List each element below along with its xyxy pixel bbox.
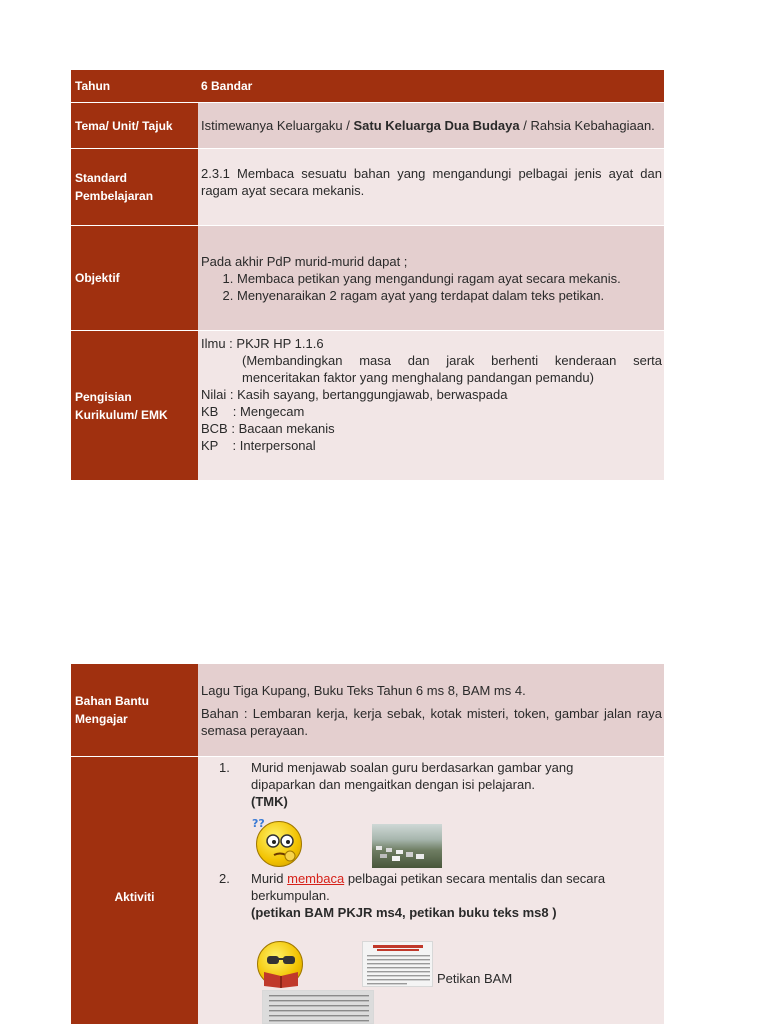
bahan-line1: Lagu Tiga Kupang, Buku Teks Tahun 6 ms 8, BAM ms 4.	[201, 682, 526, 698]
value-pengisian	[198, 331, 664, 481]
row-tahun	[71, 70, 664, 103]
row-bahan	[71, 664, 664, 757]
question-marks-icon	[252, 816, 272, 833]
activity-item-1	[201, 759, 662, 810]
objektif-item: 2. Menyenaraikan 2 ragam ayat yang terdapat dalam teks petikan.	[237, 287, 662, 304]
activity-post-2: pelbagai petikan secara mentalis dan secara berkumpulan.	[251, 871, 606, 903]
svg-text:??: ??	[252, 817, 265, 830]
reading-smiley-icon	[257, 941, 303, 987]
label-bahan: Bahan Bantu Mengajar	[71, 664, 198, 757]
label-aktiviti: Aktiviti	[71, 757, 198, 1024]
traffic-jam-photo	[372, 824, 442, 868]
bahan-line2: Bahan : Lembaran kerja, kerja sebak, kotak misteri, token, gambar jalan raya semasa perayaan.	[201, 705, 662, 738]
activity-text-2	[251, 870, 632, 904]
pengisian-kp: KP : Interpersonal	[201, 438, 316, 453]
label-pengisian: Pengisian Kurikulum/ EMK	[71, 331, 198, 481]
value-tema	[198, 103, 664, 149]
activity-item-2	[201, 870, 662, 921]
label-standard: Standard Pembelajaran	[71, 149, 198, 226]
label-tema: Tema/ Unit/ Tajuk	[71, 103, 198, 149]
tema-part3: / Rahsia Kebahagiaan.	[519, 118, 655, 133]
pengisian-ilmu: Ilmu : PKJR HP 1.1.6	[201, 336, 324, 351]
row-pengisian	[71, 331, 664, 481]
value-standard: 2.3.1 Membaca sesuatu bahan yang mengandungi pelbagai jenis ayat dan ragam ayat secara mekanis.	[198, 149, 664, 226]
objektif-intro: Pada akhir PdP murid-murid dapat ;	[201, 253, 408, 269]
activity-num-2: 2.	[219, 871, 230, 886]
activity-num-1: 1.	[219, 760, 230, 775]
document-thumbnail	[362, 941, 433, 987]
label-tahun: Tahun	[71, 70, 198, 103]
lesson-info-table	[71, 70, 664, 481]
pengisian-bcb: BCB : Bacaan mekanis	[201, 421, 335, 436]
pengisian-kb: KB : Mengecam	[201, 404, 305, 419]
pengisian-ilmu-detail: (Membandingkan masa dan jarak berhenti kenderaan serta menceritakan faktor yang menghalang pandangan pemandu)	[242, 353, 662, 385]
tema-part1: Istimewanya Keluargaku /	[201, 118, 354, 133]
activity-text-1: Murid menjawab soalan guru berdasarkan gambar yang dipaparkan dan mengaitkan dengan isi pelajaran.	[251, 760, 574, 792]
tema-part2: Satu Keluarga Dua Budaya	[353, 118, 520, 133]
petikan-bam-caption: Petikan BAM	[437, 971, 513, 986]
row-standard	[71, 149, 664, 226]
activity-tag-1: (TMK)	[251, 794, 288, 809]
activity-tag-2: (petikan BAM PKJR ms4, petikan buku teks ms8 )	[251, 905, 557, 920]
objektif-list	[221, 270, 662, 304]
textbook-page-thumbnail	[262, 990, 374, 1024]
membaca-link[interactable]: membaca	[287, 871, 345, 886]
activity-pre-2: Murid	[251, 871, 288, 886]
value-tahun: 6 Bandar	[198, 70, 664, 103]
pengisian-nilai: Nilai : Kasih sayang, bertanggungjawab, berwaspada	[201, 387, 508, 402]
value-objektif	[198, 226, 664, 331]
row-tema	[71, 103, 664, 149]
row-objektif	[71, 226, 664, 331]
objektif-item: 1. Membaca petikan yang mengandungi ragam ayat secara mekanis.	[237, 270, 662, 287]
label-objektif: Objektif	[71, 226, 198, 331]
value-bahan	[198, 664, 664, 757]
